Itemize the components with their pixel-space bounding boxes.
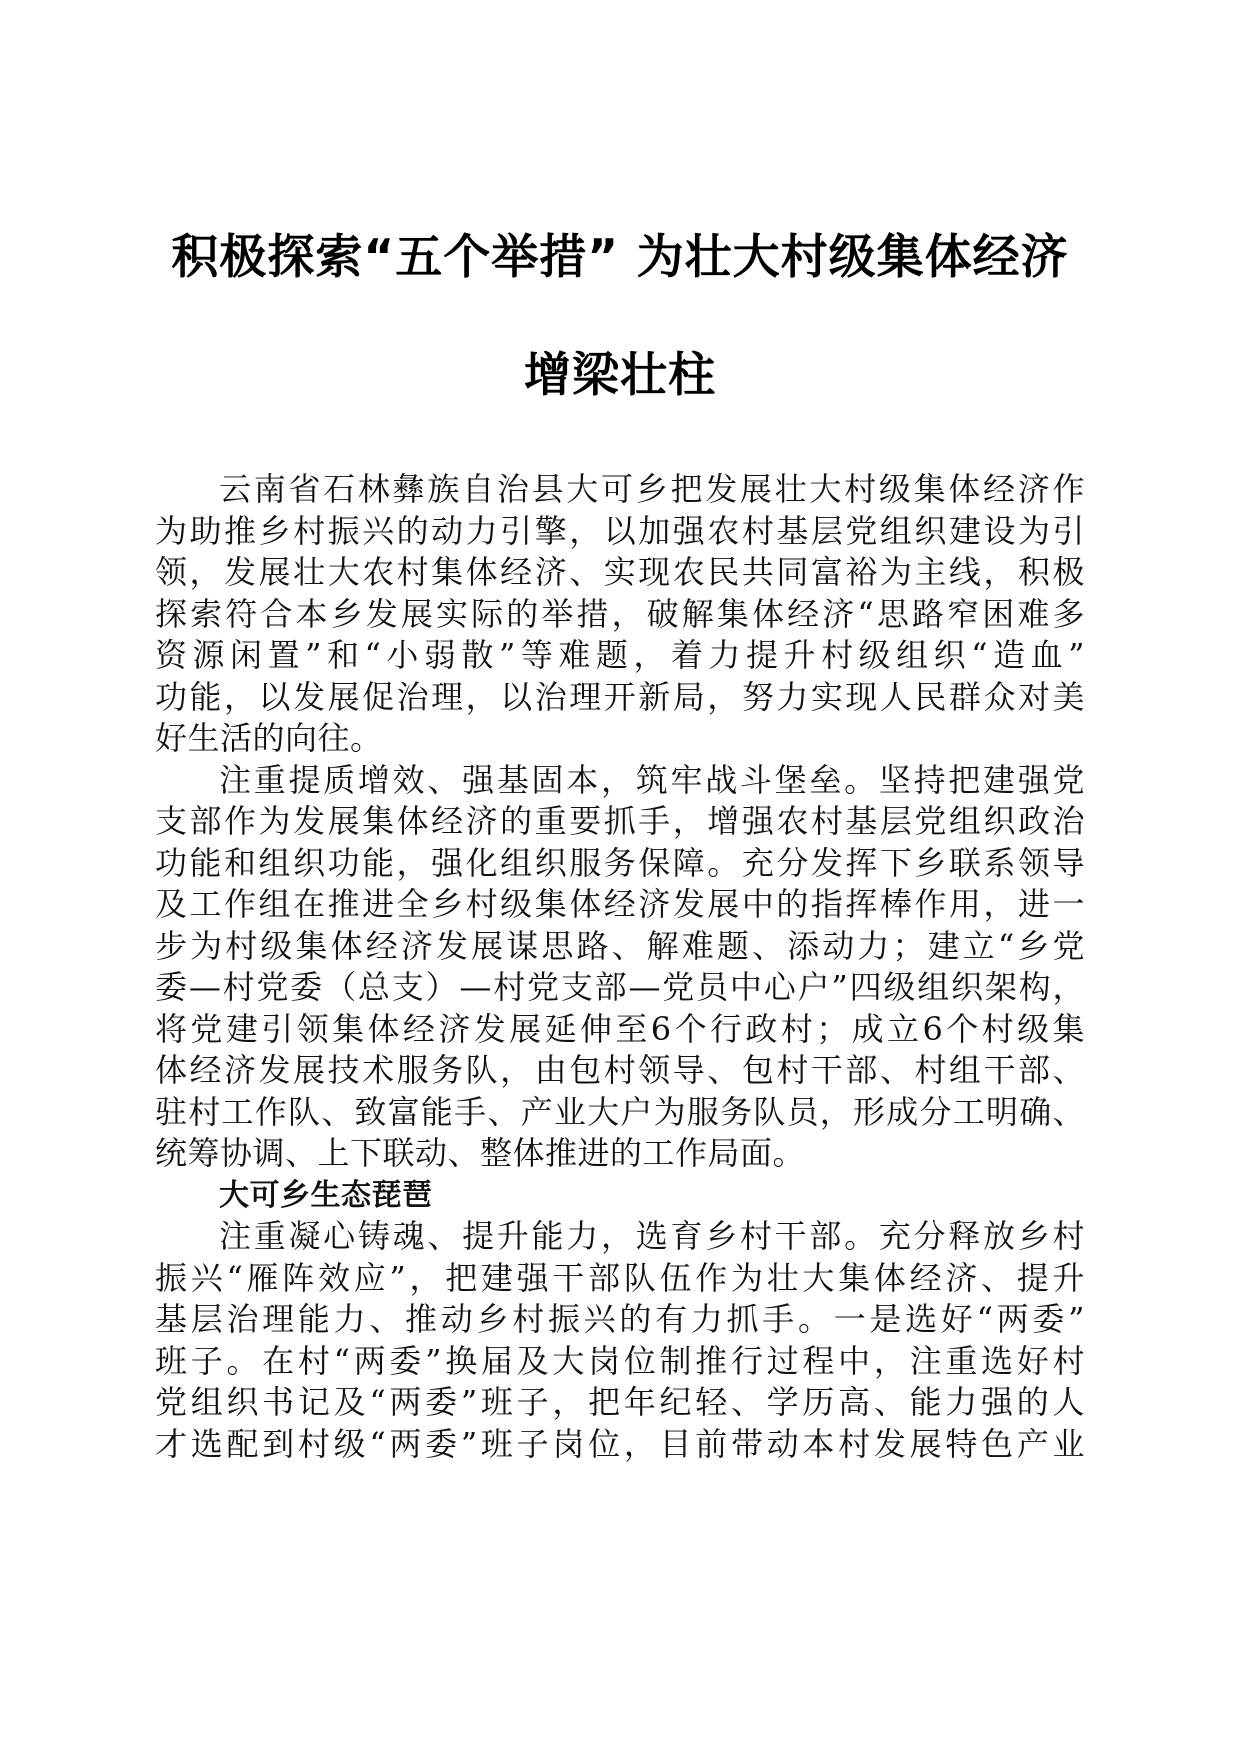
document-title-line-1: 积极探索“五个举措” 为壮大村级集体经济	[171, 230, 1069, 285]
paragraph-line: 资源闲置”和“小弱散”等难题，着力提升村级组织“造血”	[155, 636, 1085, 674]
paragraph-line: 步为村级集体经济发展谋思路、解难题、添动力；建立“乡党	[155, 926, 1085, 965]
paragraph-line: 体经济发展技术服务队，由包村领导、包村干部、村组干部、	[155, 1051, 1085, 1089]
paragraph-line: 及工作组在推进全乡村级集体经济发展中的指挥棒作用，进一	[155, 885, 1085, 923]
paragraph-line: 功能和组织功能，强化组织服务保障。充分发挥下乡联系领导	[155, 843, 1085, 882]
paragraph-line: 统筹协调、上下联动、整体推进的工作局面。	[155, 1134, 806, 1172]
paragraph-line: 领，发展壮大农村集体经济、实现农民共同富裕为主线，积极	[155, 553, 1085, 591]
paragraph-line: 注重提质增效、强基固本，筑牢战斗堡垒。坚持把建强党	[219, 760, 1085, 799]
paragraph-line: 基层治理能力、推动乡村振兴的有力抓手。一是选好“两委”	[155, 1300, 1085, 1338]
paragraph-line: 支部作为发展集体经济的重要抓手，增强农村基层党组织政治	[155, 802, 1085, 840]
document-body	[155, 469, 1085, 1465]
image-caption-heading: 大可乡生态琵琶	[219, 1177, 433, 1213]
paragraph-line: 党组织书记及“两委”班子，把年纪轻、学历高、能力强的人	[155, 1383, 1085, 1421]
paragraph-line: 驻村工作队、致富能手、产业大户为服务队员，形成分工明确、	[155, 1092, 1085, 1131]
paragraph-line: 功能，以发展促治理，以治理开新局，努力实现人民群众对美	[155, 677, 1085, 716]
paragraph-line: 云南省石林彝族自治县大可乡把发展壮大村级集体经济作	[219, 470, 1085, 508]
document-title-line-2: 增梁壮柱	[524, 348, 716, 403]
paragraph-line: 探索符合本乡发展实际的举措，破解集体经济“思路窄困难多	[155, 594, 1085, 633]
paragraph-line: 委—村党委（总支）—村党支部—党员中心户”四级组织架构，	[155, 968, 1085, 1006]
paragraph-line: 为助推乡村振兴的动力引擎，以加强农村基层党组织建设为引	[155, 511, 1085, 550]
paragraph-line: 才选配到村级“两委”班子岗位，目前带动本村发展特色产业	[155, 1424, 1085, 1463]
paragraph-line: 将党建引领集体经济发展延伸至6个行政村；成立6个村级集	[155, 1009, 1085, 1048]
paragraph-line: 班子。在村“两委”换届及大岗位制推行过程中，注重选好村	[155, 1341, 1085, 1380]
paragraph-line: 注重凝心铸魂、提升能力，选育乡村干部。充分释放乡村	[219, 1217, 1085, 1255]
paragraph-line: 振兴“雁阵效应”，把建强干部队伍作为壮大集体经济、提升	[155, 1258, 1085, 1297]
paragraph-line: 好生活的向往。	[155, 719, 383, 757]
